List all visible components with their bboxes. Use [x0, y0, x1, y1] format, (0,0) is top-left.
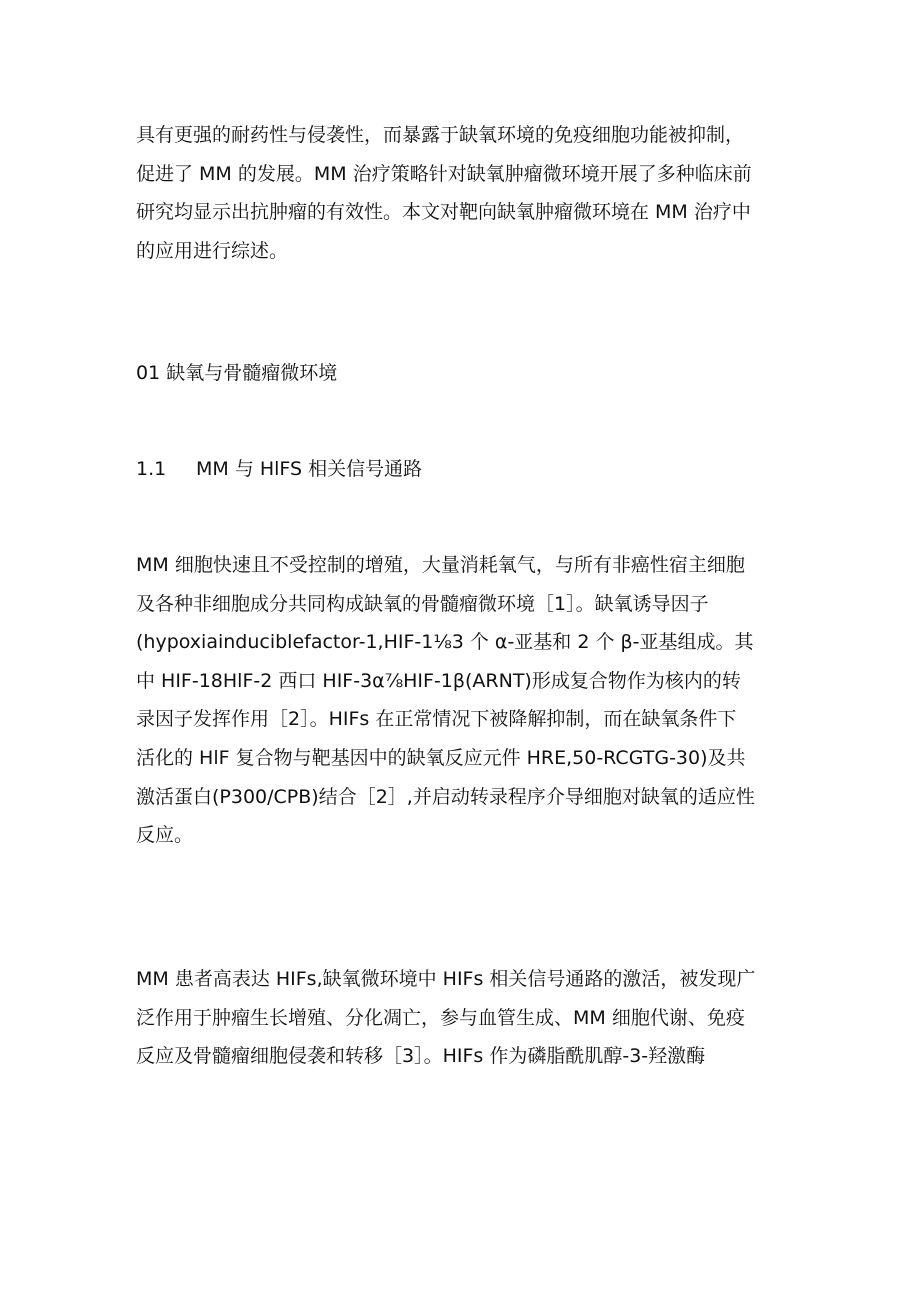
paragraph-line: MM 细胞快速且不受控制的增殖，大量消耗氧气，与所有非癌性宿主细胞: [136, 554, 745, 576]
paragraph-line: 具有更强的耐药性与侵袭性，而暴露于缺氧环境的免疫细胞功能被抑制，: [136, 124, 745, 146]
paragraph-line: 的应用进行综述。: [136, 239, 289, 262]
subsection-title: MM 与 HlFS 相关信号通路: [196, 458, 423, 480]
paragraph-line: 促进了 MM 的发展。MM 治疗策略针对缺氧肿瘤微环境开展了多种临床前: [136, 162, 752, 185]
section-heading: [136, 354, 796, 393]
paragraph-line: 反应。: [136, 824, 194, 847]
paragraph-3: [136, 960, 796, 1076]
paragraph-line: 中 HIF-18HlF-2 西口 HIF-3α⅞HIF-1β(ARNT)形成复合物作为核内的转: [136, 669, 741, 692]
paragraph-line: 研究均显示出抗肿瘤的有效性。本文对靶向缺氧肿瘤微环境在 MM 治疗中: [136, 201, 751, 224]
paragraph-2: [136, 546, 796, 855]
section-heading-text: 01 缺氧与骨髓瘤微环境: [136, 362, 338, 384]
subsection-heading: [136, 450, 796, 489]
paragraph-line: 及各种非细胞成分共同构成缺氧的骨髓瘤微环境［1］。缺氧诱导因子: [136, 592, 709, 615]
paragraph-line: (hypoxiainduciblefactor-1,HIF-1⅛3 个 α-亚基和 2 个 β-亚基组成。其: [136, 631, 754, 654]
subsection-heading-line: [136, 450, 796, 489]
paragraph-1: [136, 116, 796, 270]
paragraph-line: MM 患者高表达 HIFs,缺氧微环境中 HIFs 相关信号通路的激活，被发现广: [136, 968, 756, 990]
subsection-number: 1.1: [136, 458, 167, 480]
paragraph-line: 反应及骨髓瘤细胞侵袭和转移［3］。HIFs 作为磷脂酰肌醇-3-羟激酶: [136, 1045, 706, 1068]
paragraph-line: 录因子发挥作用［2］。HIFs 在正常情况下被降解抑制，而在缺氧条件下: [136, 708, 737, 731]
paragraph-line: 活化的 HlF 复合物与靶基因中的缺氧反应元件 HRE,50-RCGTG-30)及共: [136, 746, 746, 769]
paragraph-line: 激活蛋白(P300/CPB)结合［2］,并启动转录程序介导细胞对缺氧的适应性: [136, 785, 755, 808]
paragraph-line: 泛作用于肿瘤生长增殖、分化凋亡，参与血管生成、MM 细胞代谢、免疫: [136, 1006, 745, 1029]
